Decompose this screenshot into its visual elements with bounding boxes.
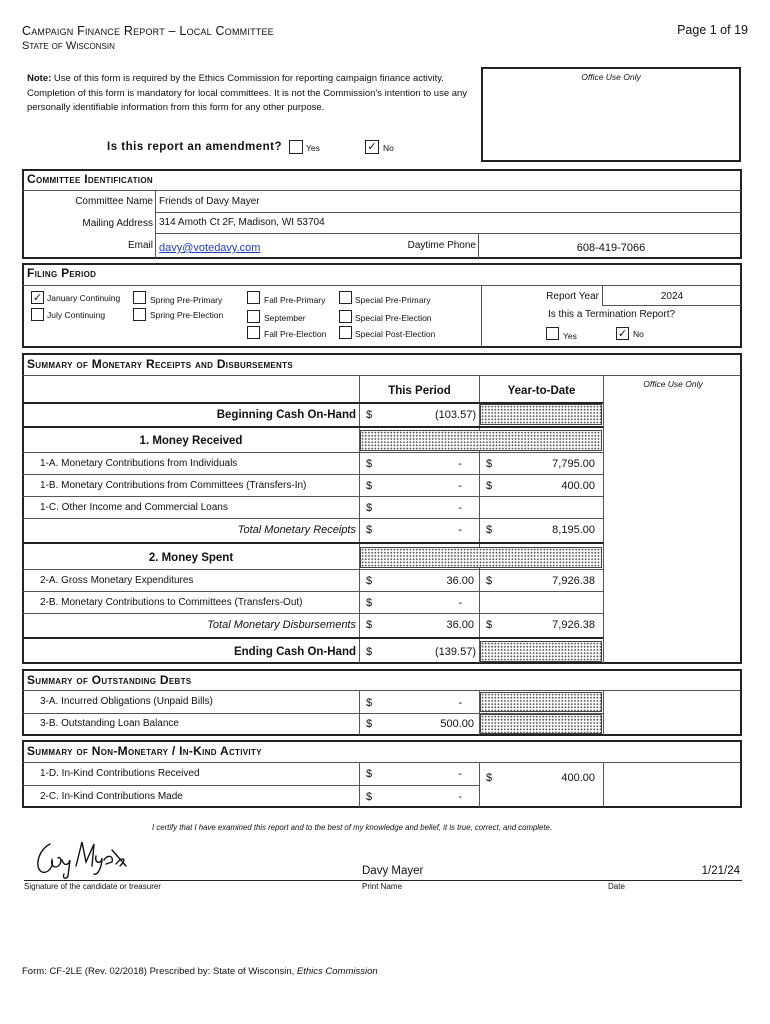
spring-pre-election-label: Spring Pre-Election — [150, 310, 224, 320]
row-2c-label: 2-C. In-Kind Contributions Made — [40, 791, 183, 802]
inkind-title: Summary of Non-Monetary / In-Kind Activity — [27, 744, 262, 758]
total-receipts-period: - — [458, 524, 462, 536]
committee-name-label: Committee Name — [75, 196, 153, 207]
office-use-label: Office Use Only — [581, 72, 641, 82]
row-3a-value: - — [458, 697, 462, 709]
mailing-address-label: Mailing Address — [82, 218, 153, 229]
print-name-label: Print Name — [362, 882, 403, 891]
signature-label: Signature of the candidate or treasurer — [24, 882, 161, 891]
fall-pre-election-checkbox[interactable] — [247, 326, 260, 339]
fall-pre-primary-checkbox[interactable] — [247, 291, 260, 304]
committee-title: Committee Identification — [27, 172, 153, 186]
termination-yes-label: Yes — [563, 331, 577, 341]
fall-pre-election-label: Fall Pre-Election — [264, 329, 327, 339]
amendment-no-checkbox[interactable]: ✓ — [365, 140, 379, 154]
beginning-cash-label: Beginning Cash On-Hand — [216, 409, 356, 421]
dollar-sign: $ — [366, 597, 373, 609]
total-disbursements-label: Total Monetary Disbursements — [207, 619, 356, 631]
row-2c-period: - — [458, 791, 462, 803]
termination-no-checkbox[interactable]: ✓ — [617, 328, 628, 340]
year-to-date-header: Year-to-Date — [507, 385, 576, 397]
dollar-sign: $ — [366, 575, 373, 587]
row-2a-period: 36.00 — [446, 575, 474, 587]
row-1c-label: 1-C. Other Income and Commercial Loans — [40, 502, 228, 513]
spring-pre-primary-checkbox[interactable] — [133, 291, 146, 304]
row-2b-label: 2-B. Monetary Contributions to Committees (Transfers-Out) — [40, 597, 303, 608]
note-text: Note: Use of this form is required by the Ethics Commission for reporting campaign finance activity. Completion of this form is mandatory for local committees. It is not the Commission's intention to use any personally identifiable information from this form for any other purpose. — [27, 73, 468, 113]
row-2a-label: 2-A. Gross Monetary Expenditures — [40, 575, 194, 586]
dollar-sign: $ — [486, 524, 493, 536]
special-pre-primary-label: Special Pre-Primary — [355, 295, 431, 305]
row-1b-ytd: 400.00 — [561, 480, 595, 492]
september-checkbox[interactable] — [247, 310, 260, 323]
amendment-yes-checkbox[interactable] — [289, 140, 303, 154]
form-subtitle: State of Wisconsin — [22, 40, 115, 52]
dollar-sign: $ — [486, 458, 493, 470]
spring-pre-election-checkbox[interactable] — [133, 308, 146, 321]
january-continuing-checkbox[interactable]: ✓ — [32, 292, 43, 304]
row-1a-period: - — [458, 458, 462, 470]
spring-pre-primary-label: Spring Pre-Primary — [150, 295, 223, 305]
monetary-summary-title: Summary of Monetary Receipts and Disbursements — [27, 357, 293, 371]
committee-name-field[interactable]: Friends of Davy Mayer — [159, 196, 260, 207]
dollar-sign: $ — [366, 697, 373, 709]
dollar-sign: $ — [486, 772, 493, 784]
total-receipts-ytd: 8,195.00 — [552, 524, 595, 536]
special-pre-election-label: Special Pre-Election — [355, 313, 432, 323]
dollar-sign: $ — [486, 480, 493, 492]
termination-no-label: No — [633, 329, 644, 339]
debts-title: Summary of Outstanding Debts — [27, 673, 192, 687]
special-pre-election-checkbox[interactable] — [339, 310, 352, 323]
dollar-sign: $ — [486, 575, 493, 587]
row-1b-label: 1-B. Monetary Contributions from Committees (Transfers-In) — [40, 480, 307, 491]
row-1a-ytd: 7,795.00 — [552, 458, 595, 470]
form-title: Campaign Finance Report – Local Committee — [22, 24, 274, 38]
row-1d-label: 1-D. In-Kind Contributions Received — [40, 768, 200, 779]
dollar-sign: $ — [366, 619, 373, 631]
fall-pre-primary-label: Fall Pre-Primary — [264, 295, 326, 305]
filing-period-title: Filing Period — [27, 266, 97, 280]
dollar-sign: $ — [366, 458, 373, 470]
row-3b-value: 500.00 — [440, 718, 474, 730]
row-1b-period: - — [458, 480, 462, 492]
money-spent-header: 2. Money Spent — [148, 552, 234, 564]
dollar-sign: $ — [366, 409, 373, 421]
special-post-election-label: Special Post-Election — [355, 329, 436, 339]
date-label: Date — [608, 882, 625, 891]
termination-yes-checkbox[interactable] — [546, 327, 559, 340]
row-3b-label: 3-B. Outstanding Loan Balance — [40, 718, 179, 729]
form-footer: Form: CF-2LE (Rev. 02/2018) Prescribed by: State of Wisconsin, Ethics Commission — [22, 966, 378, 977]
july-continuing-label: July Continuing — [47, 310, 106, 320]
amendment-yes-label: Yes — [306, 143, 320, 153]
september-label: September — [264, 313, 306, 323]
page-number: Page 1 of 19 — [677, 23, 748, 37]
dollar-sign: $ — [366, 502, 373, 514]
report-year-field[interactable]: 2024 — [660, 291, 684, 302]
daytime-phone-field[interactable]: 608-419-7066 — [576, 242, 646, 254]
certification-text: I certify that I have examined this report and to the best of my knowledge and belief, it is true, correct, and complete. — [152, 823, 553, 832]
office-use-box — [481, 67, 741, 162]
total-receipts-label: Total Monetary Receipts — [237, 524, 356, 536]
january-continuing-label: January Continuing — [47, 293, 121, 303]
beginning-cash-period: (103.57) — [435, 409, 476, 421]
money-received-header: 1. Money Received — [139, 435, 243, 447]
row-2b-period: - — [458, 597, 462, 609]
termination-question: Is this a Termination Report? — [547, 309, 676, 320]
this-period-header: This Period — [388, 385, 451, 397]
row-2a-ytd: 7,926.38 — [552, 575, 595, 587]
office-use-label-2: Office Use Only — [643, 379, 703, 389]
row-1a-label: 1-A. Monetary Contributions from Individuals — [40, 458, 238, 469]
row-1d-ytd: 400.00 — [561, 772, 595, 784]
dollar-sign: $ — [366, 524, 373, 536]
amendment-question: Is this report an amendment? — [107, 141, 283, 153]
date-value: 1/21/24 — [701, 865, 740, 877]
report-year-label: Report Year — [546, 291, 599, 302]
special-pre-primary-checkbox[interactable] — [339, 291, 352, 304]
signature-image — [28, 836, 138, 882]
mailing-address-field[interactable]: 314 Amoth Ct 2F, Madison, WI 53704 — [159, 217, 325, 228]
ending-cash-period: (139.57) — [435, 646, 476, 658]
total-disbursements-ytd: 7,926.38 — [552, 619, 595, 631]
dollar-sign: $ — [366, 768, 373, 780]
daytime-phone-label: Daytime Phone — [407, 240, 476, 251]
email-link[interactable]: davy@votedavy.com — [159, 242, 261, 254]
dollar-sign: $ — [366, 480, 373, 492]
dollar-sign: $ — [366, 718, 373, 730]
amendment-no-label: No — [383, 143, 394, 153]
dollar-sign: $ — [486, 619, 493, 631]
dollar-sign: $ — [366, 791, 373, 803]
row-1d-period: - — [458, 768, 462, 780]
ending-cash-label: Ending Cash On-Hand — [233, 646, 356, 658]
special-post-election-checkbox[interactable] — [339, 326, 352, 339]
email-label: Email — [127, 240, 153, 251]
dollar-sign: $ — [366, 646, 373, 658]
total-disbursements-period: 36.00 — [446, 619, 474, 631]
row-1c-period: - — [458, 502, 462, 514]
print-name-value: Davy Mayer — [362, 865, 424, 877]
row-3a-label: 3-A. Incurred Obligations (Unpaid Bills) — [40, 696, 213, 707]
july-continuing-checkbox[interactable] — [31, 308, 44, 321]
